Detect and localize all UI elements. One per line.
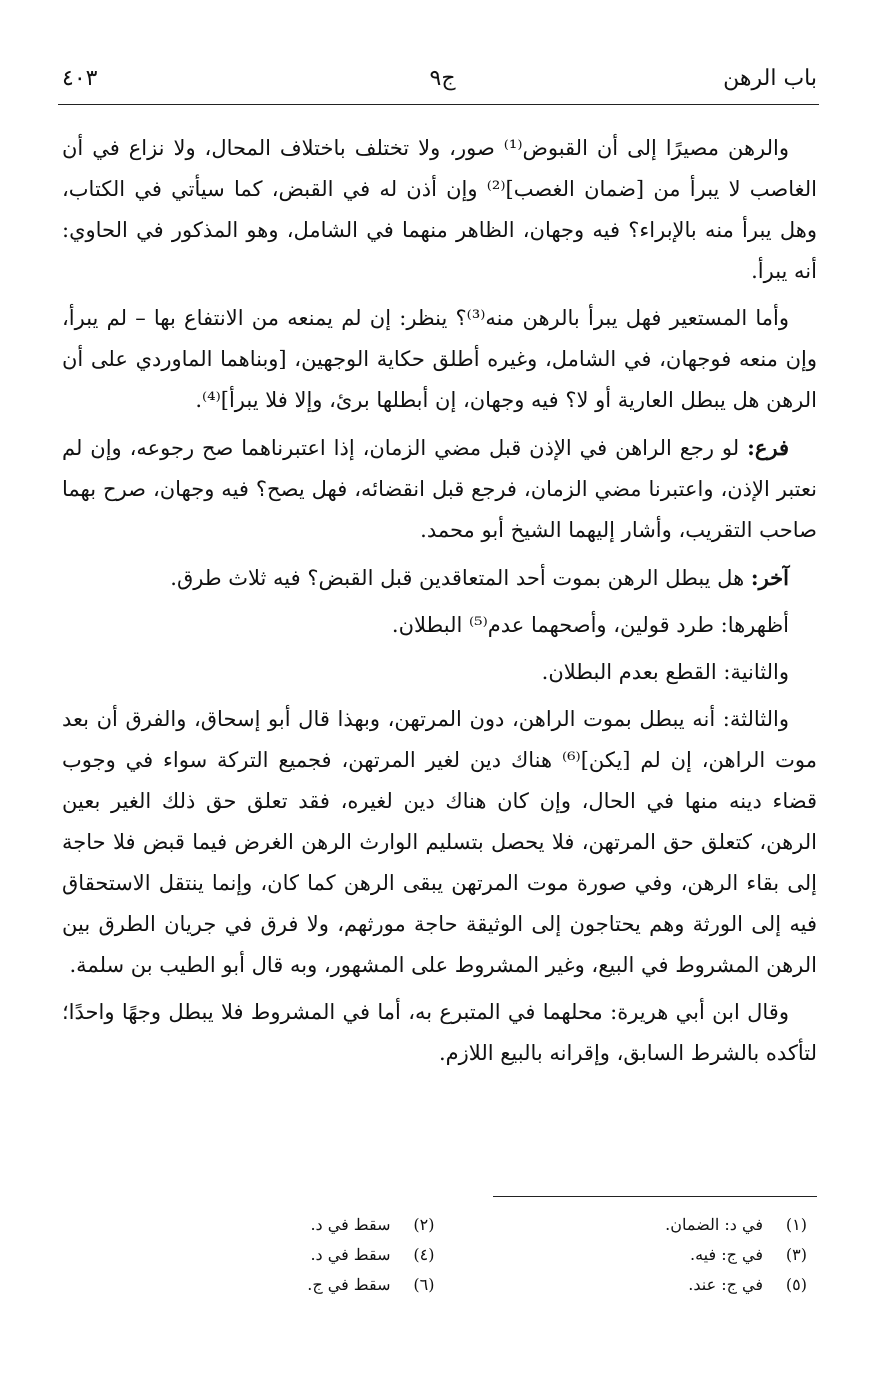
- paragraph-label: فرع:: [747, 435, 789, 460]
- footnote-text: في د: الضمان.: [665, 1215, 763, 1234]
- footnote-number: (١): [785, 1215, 807, 1234]
- paragraph-text: والثانية: القطع بعدم البطلان.: [541, 660, 789, 684]
- footnote-text: سقط في د.: [310, 1215, 391, 1234]
- paragraph: [62, 128, 817, 292]
- chapter-title: باب الرهن: [723, 66, 817, 91]
- paragraph-text: والرهن مصيرًا إلى أن القبوض⁽¹⁾ صور، ولا تختلف باختلاف المحال، ولا نزاع في أن الغاصب لا يبرأ من [ضمان الغصب]⁽²⁾ وإن أذن له في القبض، كما سيأتي في الكتاب، وهل يبرأ منه بالإبراء؟ فيه وجهان، الظاهر منهما في الشامل، وهو المذكور في الحاوي: أنه يبرأ.: [62, 136, 818, 283]
- footnote-text: سقط في ج.: [307, 1275, 391, 1294]
- paragraph-text: وأما المستعير فهل يبرأ بالرهن منه⁽³⁾؟ ينظر: إن لم يمنعه من الانتفاع بها – لم يبرأ، وإن منعه فوجهان، في الشامل، وغيره أطلق حكاية الوجهين، [وبناهما الماوردي على أن الرهن هل يبطل العارية أو لا؟ فيه وجهان، إن أبطلها برئ، وإلا فلا يبرأ]⁽⁴⁾.: [62, 306, 817, 412]
- paragraph: [62, 652, 789, 693]
- paragraph-label: آخر:: [750, 565, 789, 590]
- paragraph: [62, 427, 817, 551]
- footnote-item: [435, 1210, 808, 1240]
- paragraph-text: أظهرها: طرد قولين، وأصحهما عدم⁽⁵⁾ البطلان.: [391, 613, 789, 637]
- paragraph: [62, 699, 817, 986]
- paragraph: [62, 298, 817, 421]
- page-number: ٤٠٣: [62, 66, 98, 91]
- paragraph-text: لو رجع الراهن في الإذن قبل مضي الزمان، إذا اعتبرناهما صح رجوعه، وإن لم نعتبر الإذن، واعتبرنا مضي الزمان، فرجع قبل انقضائه، فهل يصح؟ فيه وجهان، صرح بهما صاحب التقريب، وأشار إليهما الشيخ أبو محمد.: [62, 436, 817, 542]
- paragraph-text: وقال ابن أبي هريرة: محلهما في المتبرع به، أما في المشروط فلا يبطل وجهًا واحدًا؛ لتأكده بالشرط السابق، وإقرانه بالبيع اللازم.: [62, 1000, 817, 1065]
- paragraph: [62, 605, 789, 646]
- footnote-text: سقط في د.: [310, 1245, 391, 1264]
- footnote-number: (٦): [413, 1275, 435, 1294]
- footnote-number: (٥): [785, 1275, 807, 1294]
- footnote-item: [62, 1270, 435, 1300]
- paragraph-text: هل يبطل الرهن بموت أحد المتعاقدين قبل القبض؟ فيه ثلاث طرق.: [170, 566, 745, 590]
- footnotes: [62, 1210, 807, 1300]
- paragraph: [62, 992, 817, 1074]
- footnote-text: في ج: عند.: [688, 1275, 763, 1294]
- footnote-number: (٣): [785, 1245, 807, 1264]
- footnote-divider: [493, 1196, 817, 1197]
- footnote-number: (٤): [413, 1245, 435, 1264]
- volume-label: ج٩: [429, 66, 456, 91]
- footnote-text: في ج: فيه.: [689, 1245, 763, 1264]
- footnote-item: [435, 1240, 808, 1270]
- paragraph: [62, 557, 789, 599]
- footnote-item: [435, 1270, 808, 1300]
- footnote-item: [62, 1210, 435, 1240]
- main-text: [62, 128, 817, 1080]
- footnote-item: [62, 1240, 435, 1270]
- footnote-number: (٢): [413, 1215, 435, 1234]
- header-divider: [58, 104, 819, 105]
- paragraph-text: والثالثة: أنه يبطل بموت الراهن، دون المرتهن، وبهذا قال أبو إسحاق، والفرق أن بعد موت الراهن، إن لم [يكن]⁽⁶⁾ هناك دين لغير المرتهن، فجميع التركة سواء في وجوب قضاء دينه منها في الحال، وإن كان هناك دين لغيره، فقد تعلق حق ذلك الغير بعين الرهن، كتعلق حق المرتهن، فلا يحصل بتسليم الوارث الرهن الغرض فيما قبض فلا حاجة إلى بقاء الرهن، وفي صورة موت المرتهن يبقى الرهن كما كان، وإنما ينتقل الاستحقاق فيه إلى الورثة وهم يحتاجون إلى الوثيقة حاجة مورثهم، ولا فرق في جريان الطرق بين الرهن المشروط في البيع، وغير المشروط على المشهور، وبه قال أبو الطيب بن سلمة.: [62, 707, 817, 977]
